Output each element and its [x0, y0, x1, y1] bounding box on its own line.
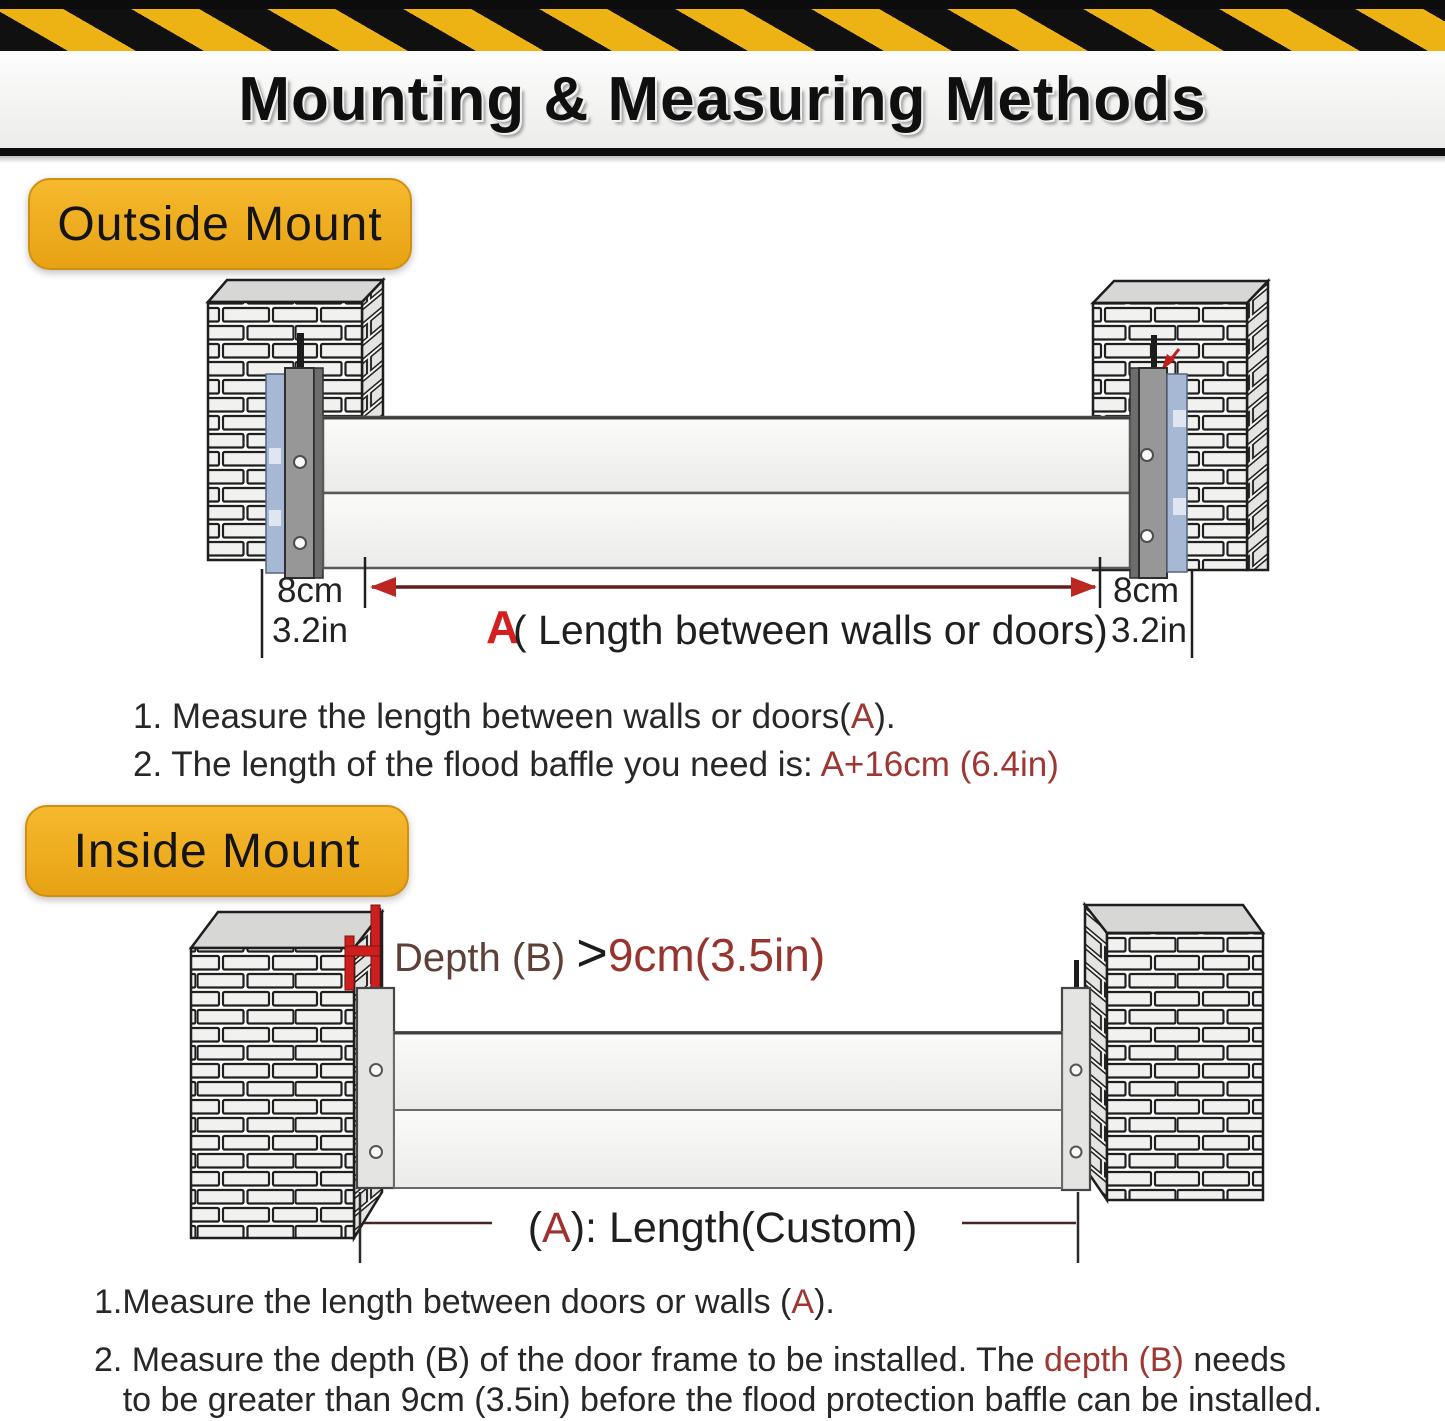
- step-highlight: depth (B): [1044, 1341, 1184, 1379]
- depth-value: 9cm(3.5in): [607, 929, 826, 981]
- outside-dim-a-label: ( Length between walls or doors): [513, 607, 1108, 653]
- dim-a-letter: A: [542, 1204, 571, 1252]
- inside-mount-badge-label: Inside Mount: [73, 824, 361, 878]
- pillar-front-face: [1107, 933, 1263, 1200]
- step-text: 1. Measure the length between walls or doors(: [133, 697, 851, 736]
- screw-hole: [1141, 449, 1153, 461]
- step-text: 1.Measure the length between doors or walls (: [94, 1283, 792, 1321]
- outside-dim-a-letter: A: [486, 601, 520, 653]
- step-text: ).: [874, 697, 896, 736]
- hazard-stripe-band: [0, 9, 1445, 51]
- screw-hole: [370, 1064, 382, 1076]
- inside-barrier: [394, 1032, 1062, 1188]
- header-shadow: [0, 156, 1445, 163]
- header-bottom-bar: [0, 148, 1445, 156]
- step-highlight: A: [791, 1283, 815, 1321]
- outside-dim-left-cm: 8cm: [276, 571, 344, 610]
- channel-bracket: [1139, 368, 1167, 578]
- barrier-panel-bottom: [394, 1110, 1062, 1188]
- header-top-bar: [0, 0, 1445, 9]
- barrier-panel-bottom: [323, 493, 1130, 568]
- outside-dim-right-cm: 8cm: [1112, 571, 1180, 610]
- inside-step-2-line-1: [94, 1341, 1286, 1380]
- inside-channel: [1062, 988, 1090, 1190]
- seal-highlight: [269, 510, 281, 526]
- step-text: ).: [814, 1283, 835, 1321]
- page-title: Mounting & Measuring Methods: [238, 65, 1207, 134]
- inside-mount-badge: [25, 805, 409, 897]
- pillar-top-face: [208, 280, 383, 302]
- seal-strip: [266, 374, 285, 573]
- paren: (: [527, 1204, 543, 1252]
- dim-label-text: Length(Custom): [597, 1204, 918, 1252]
- barrier-panel-top: [394, 1032, 1062, 1110]
- dim-arrowhead-left: [370, 577, 396, 597]
- inside-depth-label: [394, 922, 825, 984]
- seal-highlight: [1173, 410, 1186, 427]
- screw-hole: [1141, 530, 1153, 542]
- inside-left-pillar: [191, 905, 394, 1238]
- seal-highlight: [1173, 498, 1186, 515]
- outside-dim-left-in: 3.2in: [272, 611, 348, 650]
- inside-dim-label: [0, 1204, 1445, 1253]
- pillar-front-face: [191, 948, 354, 1238]
- outside-step-2: [133, 745, 1059, 785]
- seal-strip: [1167, 374, 1187, 572]
- header-band: [0, 51, 1445, 148]
- screw-hole: [1071, 1065, 1082, 1076]
- screw-hole: [294, 456, 306, 468]
- pillar-side-face: [1247, 281, 1268, 570]
- step-text: 2. The length of the flood baffle you need is:: [133, 745, 821, 784]
- inside-right-pillar: [1062, 905, 1263, 1200]
- greater-than-sign: >: [576, 923, 608, 983]
- step-highlight: A: [850, 697, 875, 736]
- step-highlight: A+16cm (6.4in): [820, 745, 1059, 784]
- anchor-bolt: [1074, 960, 1079, 990]
- screw-hole: [370, 1146, 382, 1158]
- paren: ):: [570, 1204, 598, 1252]
- outside-mount-badge-label: Outside Mount: [57, 197, 383, 251]
- step-text: 2. Measure the depth (B) of the door frame to be installed. The: [94, 1341, 1045, 1379]
- channel-bracket-bevel: [1130, 368, 1139, 578]
- inside-step-1: [94, 1283, 835, 1322]
- outside-dim-right-in: 3.2in: [1111, 611, 1187, 650]
- step-text: needs: [1183, 1341, 1286, 1379]
- outside-barrier: [323, 417, 1130, 568]
- depth-label-text: Depth (B): [394, 936, 577, 980]
- screw-hole: [1071, 1147, 1082, 1158]
- outside-mount-badge: [28, 178, 412, 270]
- seal-highlight: [269, 448, 281, 464]
- screw-hole: [294, 537, 306, 549]
- pillar-top-face: [1085, 905, 1263, 933]
- dim-arrowhead-right: [1071, 577, 1097, 597]
- channel-bracket-bevel: [314, 368, 323, 578]
- inside-step-2-line-2: to be greater than 9cm (3.5in) before the flood protection baffle can be installed.: [122, 1381, 1323, 1419]
- outside-step-1: [133, 697, 896, 737]
- barrier-panel-top: [323, 417, 1130, 493]
- pillar-top-face: [1093, 281, 1268, 303]
